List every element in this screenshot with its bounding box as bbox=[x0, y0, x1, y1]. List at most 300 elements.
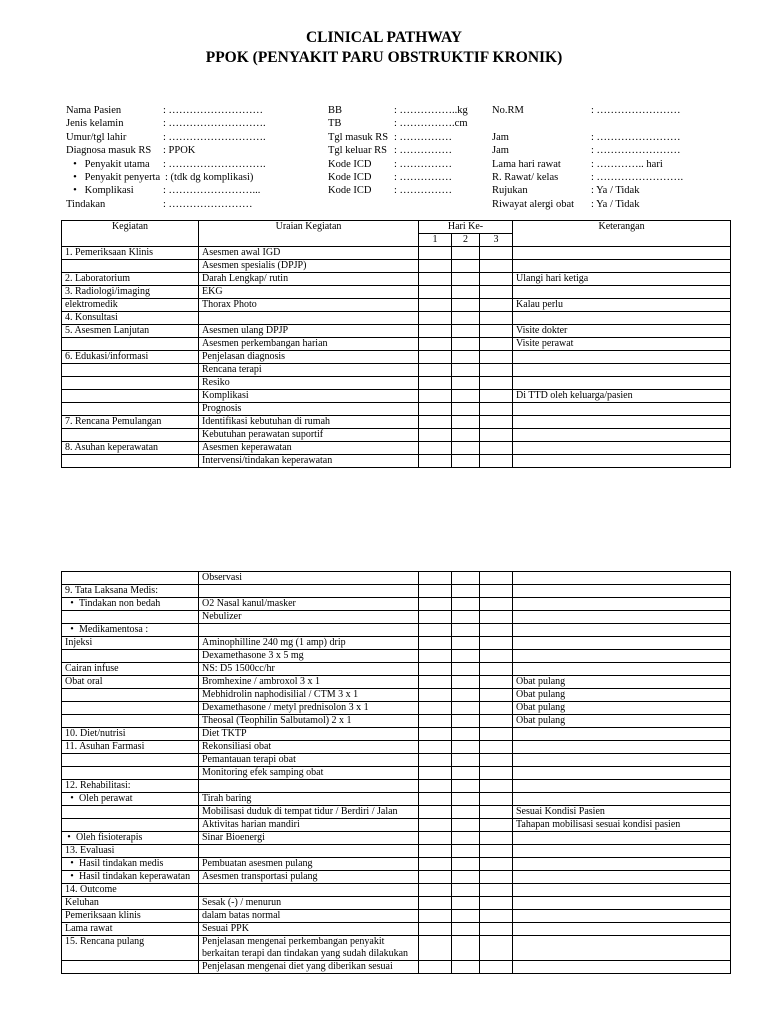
table-row bbox=[62, 351, 731, 364]
keterangan-cell bbox=[513, 364, 731, 377]
day-2-checkbox-cell[interactable] bbox=[452, 910, 480, 923]
day-3-checkbox-cell[interactable] bbox=[480, 273, 513, 286]
uraian-cell: Theosal (Teophilin Salbutamol) 2 x 1 bbox=[199, 715, 419, 728]
keterangan-cell bbox=[513, 961, 731, 974]
day-2-checkbox-cell[interactable] bbox=[452, 598, 480, 611]
field-value: : …………………… bbox=[163, 198, 253, 210]
header-day-3: 3 bbox=[480, 234, 513, 247]
field-value: : …………….cm bbox=[394, 118, 468, 130]
day-2-checkbox-cell[interactable] bbox=[452, 806, 480, 819]
table-row bbox=[62, 832, 731, 845]
field-value: : ………………………. bbox=[163, 118, 266, 130]
day-1-checkbox-cell[interactable] bbox=[419, 403, 452, 416]
table-row bbox=[62, 247, 731, 260]
field-label: Tindakan bbox=[66, 198, 106, 210]
uraian-cell: Monitoring efek samping obat bbox=[199, 767, 419, 780]
day-1-checkbox-cell[interactable] bbox=[419, 936, 452, 961]
uraian-cell: Mobilisasi duduk di tempat tidur / Berdiri / Jalan bbox=[199, 806, 419, 819]
day-3-checkbox-cell[interactable] bbox=[480, 961, 513, 974]
day-1-checkbox-cell[interactable] bbox=[419, 715, 452, 728]
header-uraian: Uraian Kegiatan bbox=[199, 221, 419, 247]
day-3-checkbox-cell[interactable] bbox=[480, 780, 513, 793]
day-1-checkbox-cell[interactable] bbox=[419, 702, 452, 715]
keterangan-cell bbox=[513, 377, 731, 390]
day-2-checkbox-cell[interactable] bbox=[452, 728, 480, 741]
day-1-checkbox-cell[interactable] bbox=[419, 338, 452, 351]
table-row bbox=[62, 754, 731, 767]
day-3-checkbox-cell[interactable] bbox=[480, 910, 513, 923]
field-value: : ……………………... bbox=[163, 185, 261, 197]
day-3-checkbox-cell[interactable] bbox=[480, 312, 513, 325]
day-1-checkbox-cell[interactable] bbox=[419, 273, 452, 286]
day-1-checkbox-cell[interactable] bbox=[419, 572, 452, 585]
kegiatan-cell: • Hasil tindakan keperawatan bbox=[62, 871, 199, 884]
header-day-1: 1 bbox=[419, 234, 452, 247]
day-3-checkbox-cell[interactable] bbox=[480, 299, 513, 312]
field-value: : Ya / Tidak bbox=[591, 185, 640, 197]
day-1-checkbox-cell[interactable] bbox=[419, 455, 452, 468]
table-row bbox=[62, 702, 731, 715]
day-1-checkbox-cell[interactable] bbox=[419, 442, 452, 455]
uraian-cell: Sesuai PPK bbox=[199, 923, 419, 936]
kegiatan-cell bbox=[62, 390, 199, 403]
uraian-cell: Intervensi/tindakan keperawatan bbox=[199, 455, 419, 468]
field-label: Umur/tgl lahir bbox=[66, 131, 127, 143]
pathway-table-1 bbox=[61, 220, 731, 468]
uraian-cell: Observasi bbox=[199, 572, 419, 585]
kegiatan-cell: 9. Tata Laksana Medis: bbox=[62, 585, 199, 598]
table-row bbox=[62, 767, 731, 780]
day-2-checkbox-cell[interactable] bbox=[452, 884, 480, 897]
field-label: Diagnosa masuk RS bbox=[66, 145, 152, 157]
kegiatan-cell bbox=[62, 377, 199, 390]
table-row bbox=[62, 884, 731, 897]
table-row bbox=[62, 871, 731, 884]
day-2-checkbox-cell[interactable] bbox=[452, 767, 480, 780]
day-2-checkbox-cell[interactable] bbox=[452, 585, 480, 598]
keterangan-cell: Ulangi hari ketiga bbox=[513, 273, 731, 286]
day-2-checkbox-cell[interactable] bbox=[452, 403, 480, 416]
day-2-checkbox-cell[interactable] bbox=[452, 247, 480, 260]
uraian-cell: Sinar Bioenergi bbox=[199, 832, 419, 845]
page-subtitle: PPOK (PENYAKIT PARU OBSTRUKTIF KRONIK) bbox=[205, 49, 563, 66]
day-1-checkbox-cell[interactable] bbox=[419, 663, 452, 676]
day-3-checkbox-cell[interactable] bbox=[480, 611, 513, 624]
day-1-checkbox-cell[interactable] bbox=[419, 611, 452, 624]
day-1-checkbox-cell[interactable] bbox=[419, 377, 452, 390]
day-2-checkbox-cell[interactable] bbox=[452, 858, 480, 871]
day-2-checkbox-cell[interactable] bbox=[452, 286, 480, 299]
day-3-checkbox-cell[interactable] bbox=[480, 845, 513, 858]
day-1-checkbox-cell[interactable] bbox=[419, 819, 452, 832]
page-title: CLINICAL PATHWAY bbox=[305, 29, 463, 46]
day-2-checkbox-cell[interactable] bbox=[452, 611, 480, 624]
day-1-checkbox-cell[interactable] bbox=[419, 923, 452, 936]
uraian-cell: Nebulizer bbox=[199, 611, 419, 624]
field-label: Jenis kelamin bbox=[66, 118, 124, 130]
day-1-checkbox-cell[interactable] bbox=[419, 961, 452, 974]
table-row bbox=[62, 260, 731, 273]
keterangan-cell: Obat pulang bbox=[513, 689, 731, 702]
keterangan-cell bbox=[513, 923, 731, 936]
day-1-checkbox-cell[interactable] bbox=[419, 312, 452, 325]
table-row bbox=[62, 858, 731, 871]
uraian-cell: Bromhexine / ambroxol 3 x 1 bbox=[199, 676, 419, 689]
day-3-checkbox-cell[interactable] bbox=[480, 442, 513, 455]
day-2-checkbox-cell[interactable] bbox=[452, 923, 480, 936]
day-2-checkbox-cell[interactable] bbox=[452, 624, 480, 637]
day-1-checkbox-cell[interactable] bbox=[419, 351, 452, 364]
day-2-checkbox-cell[interactable] bbox=[452, 312, 480, 325]
day-3-checkbox-cell[interactable] bbox=[480, 702, 513, 715]
uraian-cell: Darah Lengkap/ rutin bbox=[199, 273, 419, 286]
day-1-checkbox-cell[interactable] bbox=[419, 780, 452, 793]
day-1-checkbox-cell[interactable] bbox=[419, 767, 452, 780]
day-2-checkbox-cell[interactable] bbox=[452, 871, 480, 884]
keterangan-cell: Sesuai Kondisi Pasien bbox=[513, 806, 731, 819]
keterangan-cell bbox=[513, 793, 731, 806]
kegiatan-cell bbox=[62, 260, 199, 273]
field-label: • Penyakit penyerta bbox=[68, 171, 160, 184]
uraian-cell: Komplikasi bbox=[199, 390, 419, 403]
keterangan-cell bbox=[513, 403, 731, 416]
keterangan-cell bbox=[513, 611, 731, 624]
keterangan-cell: Obat pulang bbox=[513, 702, 731, 715]
table-row bbox=[62, 286, 731, 299]
day-2-checkbox-cell[interactable] bbox=[452, 780, 480, 793]
table-row bbox=[62, 819, 731, 832]
day-1-checkbox-cell[interactable] bbox=[419, 364, 452, 377]
field-label: Lama hari rawat bbox=[492, 158, 561, 170]
keterangan-cell bbox=[513, 286, 731, 299]
pathway-table-2 bbox=[61, 571, 731, 974]
table-row bbox=[62, 793, 731, 806]
uraian-cell: Dexamethasone 3 x 5 mg bbox=[199, 650, 419, 663]
day-3-checkbox-cell[interactable] bbox=[480, 715, 513, 728]
day-3-checkbox-cell[interactable] bbox=[480, 832, 513, 845]
uraian-cell: Pembuatan asesmen pulang bbox=[199, 858, 419, 871]
field-label: Jam bbox=[492, 145, 509, 157]
uraian-cell: Asesmen spesialis (DPJP) bbox=[199, 260, 419, 273]
day-3-checkbox-cell[interactable] bbox=[480, 455, 513, 468]
kegiatan-cell: 3. Radiologi/imaging bbox=[62, 286, 199, 299]
keterangan-cell bbox=[513, 598, 731, 611]
day-2-checkbox-cell[interactable] bbox=[452, 715, 480, 728]
day-1-checkbox-cell[interactable] bbox=[419, 637, 452, 650]
day-3-checkbox-cell[interactable] bbox=[480, 663, 513, 676]
day-1-checkbox-cell[interactable] bbox=[419, 390, 452, 403]
day-3-checkbox-cell[interactable] bbox=[480, 377, 513, 390]
patient-info-left bbox=[66, 104, 316, 211]
kegiatan-cell: Pemeriksaan klinis bbox=[62, 910, 199, 923]
table-row bbox=[62, 403, 731, 416]
field-label: Tgl keluar RS bbox=[328, 145, 387, 157]
bullet-icon: • bbox=[70, 871, 74, 882]
kegiatan-cell bbox=[62, 767, 199, 780]
kegiatan-cell: 14. Outcome bbox=[62, 884, 199, 897]
day-3-checkbox-cell[interactable] bbox=[480, 871, 513, 884]
field-value: : (tdk dg komplikasi) bbox=[165, 171, 254, 183]
day-2-checkbox-cell[interactable] bbox=[452, 364, 480, 377]
day-3-checkbox-cell[interactable] bbox=[480, 247, 513, 260]
field-value: : PPOK bbox=[163, 145, 196, 157]
keterangan-cell bbox=[513, 871, 731, 884]
day-2-checkbox-cell[interactable] bbox=[452, 897, 480, 910]
day-3-checkbox-cell[interactable] bbox=[480, 806, 513, 819]
day-2-checkbox-cell[interactable] bbox=[452, 663, 480, 676]
keterangan-cell bbox=[513, 910, 731, 923]
day-2-checkbox-cell[interactable] bbox=[452, 442, 480, 455]
uraian-cell: Diet TKTP bbox=[199, 728, 419, 741]
kegiatan-cell: Lama rawat bbox=[62, 923, 199, 936]
header-kegiatan: Kegiatan bbox=[62, 221, 199, 247]
kegiatan-cell bbox=[62, 715, 199, 728]
table-row bbox=[62, 390, 731, 403]
day-2-checkbox-cell[interactable] bbox=[452, 741, 480, 754]
table-row bbox=[62, 845, 731, 858]
day-3-checkbox-cell[interactable] bbox=[480, 286, 513, 299]
keterangan-cell bbox=[513, 416, 731, 429]
uraian-cell: Asesmen ulang DPJP bbox=[199, 325, 419, 338]
keterangan-cell bbox=[513, 845, 731, 858]
uraian-cell bbox=[199, 884, 419, 897]
uraian-cell: EKG bbox=[199, 286, 419, 299]
day-3-checkbox-cell[interactable] bbox=[480, 260, 513, 273]
uraian-cell: Asesmen transportasi pulang bbox=[199, 871, 419, 884]
field-value: : ……………………. bbox=[591, 171, 684, 183]
uraian-cell: Rencana terapi bbox=[199, 364, 419, 377]
day-1-checkbox-cell[interactable] bbox=[419, 858, 452, 871]
day-2-checkbox-cell[interactable] bbox=[452, 936, 480, 961]
field-label: Tgl masuk RS bbox=[328, 131, 389, 143]
day-2-checkbox-cell[interactable] bbox=[452, 832, 480, 845]
table-row bbox=[62, 637, 731, 650]
uraian-cell: Sesak (-) / menurun bbox=[199, 897, 419, 910]
day-2-checkbox-cell[interactable] bbox=[452, 338, 480, 351]
day-2-checkbox-cell[interactable] bbox=[452, 299, 480, 312]
day-2-checkbox-cell[interactable] bbox=[452, 754, 480, 767]
kegiatan-cell: 5. Asesmen Lanjutan bbox=[62, 325, 199, 338]
day-1-checkbox-cell[interactable] bbox=[419, 624, 452, 637]
table-row bbox=[62, 897, 731, 910]
day-1-checkbox-cell[interactable] bbox=[419, 325, 452, 338]
keterangan-cell bbox=[513, 884, 731, 897]
day-1-checkbox-cell[interactable] bbox=[419, 286, 452, 299]
uraian-cell: Identifikasi kebutuhan di rumah bbox=[199, 416, 419, 429]
day-3-checkbox-cell[interactable] bbox=[480, 325, 513, 338]
keterangan-cell bbox=[513, 936, 731, 961]
day-1-checkbox-cell[interactable] bbox=[419, 585, 452, 598]
table-row bbox=[62, 312, 731, 325]
table-row bbox=[62, 429, 731, 442]
day-3-checkbox-cell[interactable] bbox=[480, 650, 513, 663]
table-row bbox=[62, 377, 731, 390]
day-2-checkbox-cell[interactable] bbox=[452, 637, 480, 650]
day-1-checkbox-cell[interactable] bbox=[419, 728, 452, 741]
day-1-checkbox-cell[interactable] bbox=[419, 832, 452, 845]
kegiatan-cell: • Oleh fisioterapis bbox=[62, 832, 199, 845]
table-row bbox=[62, 455, 731, 468]
field-label: Kode ICD bbox=[328, 185, 372, 197]
day-2-checkbox-cell[interactable] bbox=[452, 793, 480, 806]
field-label: Rujukan bbox=[492, 185, 528, 197]
field-value: : …………………… bbox=[591, 145, 681, 157]
day-1-checkbox-cell[interactable] bbox=[419, 741, 452, 754]
day-3-checkbox-cell[interactable] bbox=[480, 351, 513, 364]
table-row bbox=[62, 273, 731, 286]
day-3-checkbox-cell[interactable] bbox=[480, 624, 513, 637]
day-1-checkbox-cell[interactable] bbox=[419, 598, 452, 611]
day-3-checkbox-cell[interactable] bbox=[480, 676, 513, 689]
day-3-checkbox-cell[interactable] bbox=[480, 429, 513, 442]
day-1-checkbox-cell[interactable] bbox=[419, 884, 452, 897]
keterangan-cell bbox=[513, 312, 731, 325]
header-hari: Hari Ke- bbox=[419, 221, 513, 234]
uraian-cell bbox=[199, 845, 419, 858]
keterangan-cell bbox=[513, 754, 731, 767]
day-3-checkbox-cell[interactable] bbox=[480, 689, 513, 702]
day-2-checkbox-cell[interactable] bbox=[452, 429, 480, 442]
keterangan-cell bbox=[513, 260, 731, 273]
day-2-checkbox-cell[interactable] bbox=[452, 455, 480, 468]
day-3-checkbox-cell[interactable] bbox=[480, 390, 513, 403]
kegiatan-cell: • Hasil tindakan medis bbox=[62, 858, 199, 871]
keterangan-cell bbox=[513, 858, 731, 871]
kegiatan-cell bbox=[62, 754, 199, 767]
day-1-checkbox-cell[interactable] bbox=[419, 416, 452, 429]
field-label: No.RM bbox=[492, 105, 524, 116]
day-3-checkbox-cell[interactable] bbox=[480, 572, 513, 585]
field-label: Kode ICD bbox=[328, 158, 372, 170]
table-row bbox=[62, 416, 731, 429]
day-2-checkbox-cell[interactable] bbox=[452, 702, 480, 715]
kegiatan-cell: Injeksi bbox=[62, 637, 199, 650]
day-2-checkbox-cell[interactable] bbox=[452, 961, 480, 974]
day-3-checkbox-cell[interactable] bbox=[480, 403, 513, 416]
keterangan-cell bbox=[513, 728, 731, 741]
day-2-checkbox-cell[interactable] bbox=[452, 845, 480, 858]
field-value: : …………… bbox=[394, 185, 453, 197]
day-1-checkbox-cell[interactable] bbox=[419, 247, 452, 260]
kegiatan-cell: 12. Rehabilitasi: bbox=[62, 780, 199, 793]
day-2-checkbox-cell[interactable] bbox=[452, 351, 480, 364]
uraian-cell: Pemantauan terapi obat bbox=[199, 754, 419, 767]
day-1-checkbox-cell[interactable] bbox=[419, 871, 452, 884]
day-2-checkbox-cell[interactable] bbox=[452, 572, 480, 585]
field-label: Kode ICD bbox=[328, 171, 372, 183]
kegiatan-cell: 10. Diet/nutrisi bbox=[62, 728, 199, 741]
kegiatan-cell bbox=[62, 806, 199, 819]
uraian-cell: Penjelasan mengenai diet yang diberikan sesuai bbox=[199, 961, 419, 974]
day-3-checkbox-cell[interactable] bbox=[480, 416, 513, 429]
day-3-checkbox-cell[interactable] bbox=[480, 585, 513, 598]
day-1-checkbox-cell[interactable] bbox=[419, 299, 452, 312]
day-3-checkbox-cell[interactable] bbox=[480, 637, 513, 650]
day-2-checkbox-cell[interactable] bbox=[452, 325, 480, 338]
kegiatan-cell bbox=[62, 572, 199, 585]
day-2-checkbox-cell[interactable] bbox=[452, 390, 480, 403]
day-3-checkbox-cell[interactable] bbox=[480, 741, 513, 754]
table-row bbox=[62, 299, 731, 312]
day-3-checkbox-cell[interactable] bbox=[480, 819, 513, 832]
kegiatan-cell bbox=[62, 364, 199, 377]
kegiatan-cell bbox=[62, 961, 199, 974]
day-2-checkbox-cell[interactable] bbox=[452, 689, 480, 702]
day-1-checkbox-cell[interactable] bbox=[419, 806, 452, 819]
day-3-checkbox-cell[interactable] bbox=[480, 897, 513, 910]
keterangan-cell bbox=[513, 442, 731, 455]
keterangan-cell bbox=[513, 351, 731, 364]
bullet-icon: • bbox=[73, 185, 77, 197]
day-2-checkbox-cell[interactable] bbox=[452, 650, 480, 663]
day-2-checkbox-cell[interactable] bbox=[452, 377, 480, 390]
table-row bbox=[62, 585, 731, 598]
keterangan-cell: Obat pulang bbox=[513, 676, 731, 689]
day-3-checkbox-cell[interactable] bbox=[480, 923, 513, 936]
kegiatan-cell: 4. Konsultasi bbox=[62, 312, 199, 325]
day-2-checkbox-cell[interactable] bbox=[452, 819, 480, 832]
day-1-checkbox-cell[interactable] bbox=[419, 754, 452, 767]
patient-info-right bbox=[492, 104, 722, 211]
day-1-checkbox-cell[interactable] bbox=[419, 793, 452, 806]
day-1-checkbox-cell[interactable] bbox=[419, 260, 452, 273]
kegiatan-cell: 13. Evaluasi bbox=[62, 845, 199, 858]
day-3-checkbox-cell[interactable] bbox=[480, 754, 513, 767]
keterangan-cell bbox=[513, 624, 731, 637]
day-2-checkbox-cell[interactable] bbox=[452, 260, 480, 273]
day-1-checkbox-cell[interactable] bbox=[419, 650, 452, 663]
day-3-checkbox-cell[interactable] bbox=[480, 728, 513, 741]
keterangan-cell bbox=[513, 572, 731, 585]
uraian-cell: Asesmen keperawatan bbox=[199, 442, 419, 455]
uraian-cell bbox=[199, 312, 419, 325]
day-3-checkbox-cell[interactable] bbox=[480, 598, 513, 611]
uraian-cell: Dexamethasone / metyl prednisolon 3 x 1 bbox=[199, 702, 419, 715]
day-3-checkbox-cell[interactable] bbox=[480, 364, 513, 377]
day-2-checkbox-cell[interactable] bbox=[452, 416, 480, 429]
uraian-cell: Mebhidrolin naphodisilial / CTM 3 x 1 bbox=[199, 689, 419, 702]
keterangan-cell: Tahapan mobilisasi sesuai kondisi pasien bbox=[513, 819, 731, 832]
day-2-checkbox-cell[interactable] bbox=[452, 273, 480, 286]
table-row bbox=[62, 598, 731, 611]
day-3-checkbox-cell[interactable] bbox=[480, 338, 513, 351]
uraian-cell: Tirah baring bbox=[199, 793, 419, 806]
uraian-cell: Aminophilline 240 mg (1 amp) drip bbox=[199, 637, 419, 650]
uraian-cell: Rekonsiliasi obat bbox=[199, 741, 419, 754]
day-1-checkbox-cell[interactable] bbox=[419, 429, 452, 442]
uraian-cell: NS: D5 1500cc/hr bbox=[199, 663, 419, 676]
uraian-cell: Thorax Photo bbox=[199, 299, 419, 312]
kegiatan-cell: 2. Laboratorium bbox=[62, 273, 199, 286]
day-2-checkbox-cell[interactable] bbox=[452, 676, 480, 689]
day-3-checkbox-cell[interactable] bbox=[480, 936, 513, 961]
kegiatan-cell: 1. Pemeriksaan Klinis bbox=[62, 247, 199, 260]
day-1-checkbox-cell[interactable] bbox=[419, 910, 452, 923]
day-3-checkbox-cell[interactable] bbox=[480, 858, 513, 871]
table-row bbox=[62, 741, 731, 754]
day-1-checkbox-cell[interactable] bbox=[419, 845, 452, 858]
day-1-checkbox-cell[interactable] bbox=[419, 676, 452, 689]
field-label: R. Rawat/ kelas bbox=[492, 171, 559, 183]
day-3-checkbox-cell[interactable] bbox=[480, 767, 513, 780]
day-3-checkbox-cell[interactable] bbox=[480, 793, 513, 806]
day-1-checkbox-cell[interactable] bbox=[419, 897, 452, 910]
day-1-checkbox-cell[interactable] bbox=[419, 689, 452, 702]
table-row bbox=[62, 611, 731, 624]
day-3-checkbox-cell[interactable] bbox=[480, 884, 513, 897]
keterangan-cell bbox=[513, 247, 731, 260]
table-row bbox=[62, 806, 731, 819]
